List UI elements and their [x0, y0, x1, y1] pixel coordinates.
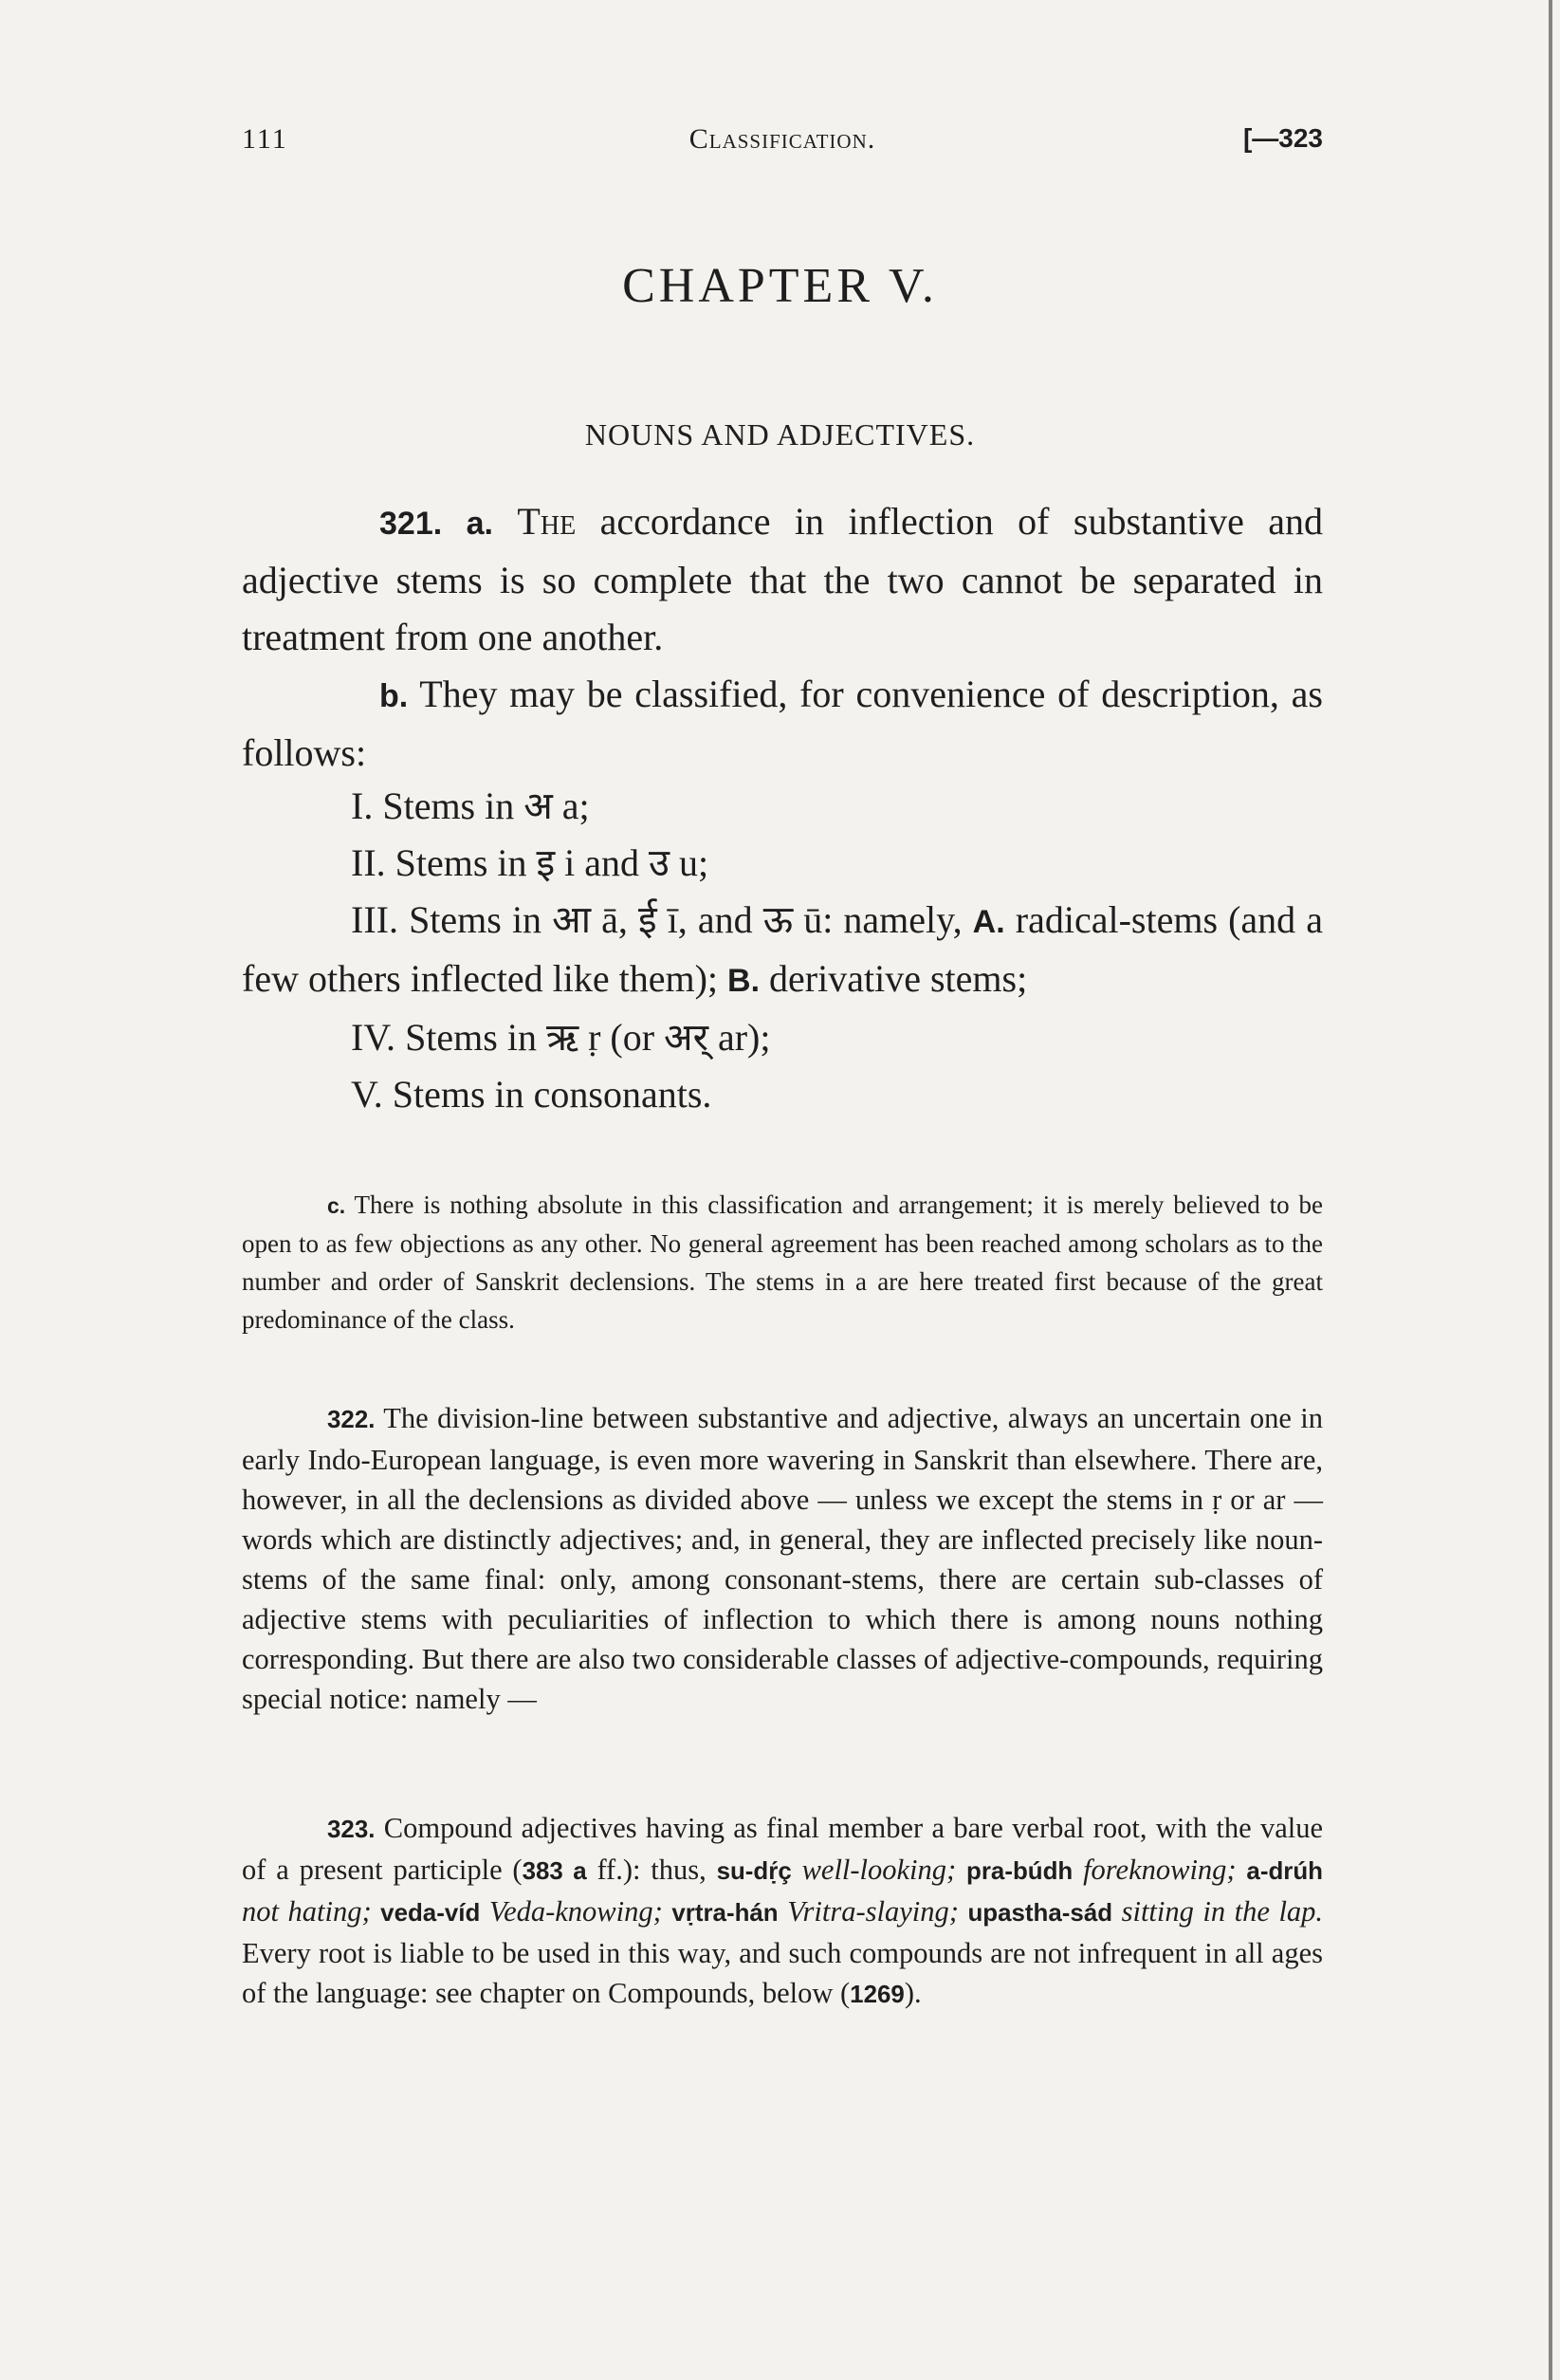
- list-item: I. Stems in अ a;: [351, 784, 590, 827]
- label-a: a.: [466, 506, 493, 542]
- list-item: IV. Stems in ऋ ṛ (or अर् ar);: [351, 1016, 771, 1059]
- paragraph-321b: [242, 666, 1323, 782]
- label-c: c.: [327, 1193, 346, 1218]
- text-321a: accordance in inflection of substantive and adjective stems is so complete that the two cannot be separated in treatment from one another.: [242, 500, 1324, 658]
- section-number-323: 323.: [327, 1817, 376, 1843]
- text-321b: They may be classified, for convenience of description, as follows:: [242, 673, 1323, 774]
- section-321-ab: [242, 493, 1323, 782]
- section-323: 323. Compound adjectives having as final member a bare verbal root, with the value of a present participle (383 a ff.): thus, su-dṛ́ç well-looking; pra-búdh foreknowing; a-drúh not hating; veda-víd Veda-knowing; vṛtra-hán Vritra-slaying; upastha-sád sitting in the lap. Every root is liable to be used in this way, and such compounds are not infrequent in all ages of the language: see chapter on Compounds, below (1269).: [242, 1812, 1324, 2009]
- chapter-title: CHAPTER V.: [622, 259, 938, 313]
- page-edge-shadow: [1549, 0, 1552, 2380]
- note-321c: [242, 1186, 1323, 1338]
- list-item: III. Stems in आ ā, ई ī, and ऊ ū: namely, A. radical-stems (and a few others inflected like them); B. derivative stems;: [242, 898, 1324, 1000]
- text-322: The division-line between substantive and adjective, always an uncertain one in early Indo-European language, is even more wavering in Sanskrit than elsewhere. There are, however, in all the declensions as divided above — unless we except the stems in ṛ or ar — words which are distinctly adjectives; and, in general, they are inflected precisely like noun-stems of the same final: only, among consonant-stems, there are certain sub-classes of adjective stems with peculiarities of inflection to which there is among nouns nothing corresponding. But there are also two considerable classes of adjective-compounds, requiring special notice: namely —: [242, 1402, 1324, 1715]
- stem-class-list: [242, 778, 1323, 1123]
- section-number-321: 321.: [379, 506, 443, 542]
- chapter-subtitle: NOUNS AND ADJECTIVES.: [584, 417, 976, 452]
- paragraph-321a: [242, 493, 1323, 666]
- running-header: [242, 123, 1323, 171]
- list-item: V. Stems in consonants.: [351, 1073, 712, 1116]
- page-number: 111: [242, 123, 288, 155]
- section-number-322: 322.: [327, 1407, 376, 1433]
- text-321c: There is nothing absolute in this classification and arrangement; it is merely believed to be open to as few objections as any other. No general agreement has been reached among scholars as to the number and order of Sanskrit declensions. The stems in a are here treated first because of the great predominance of the class.: [242, 1190, 1323, 1334]
- running-title: Classification.: [688, 123, 876, 155]
- list-item: II. Stems in इ i and उ u;: [351, 841, 709, 884]
- label-b: b.: [379, 678, 409, 714]
- first-word-321a: The: [517, 500, 577, 543]
- section-reference: [—323: [1242, 123, 1323, 153]
- section-322: [242, 1398, 1323, 1719]
